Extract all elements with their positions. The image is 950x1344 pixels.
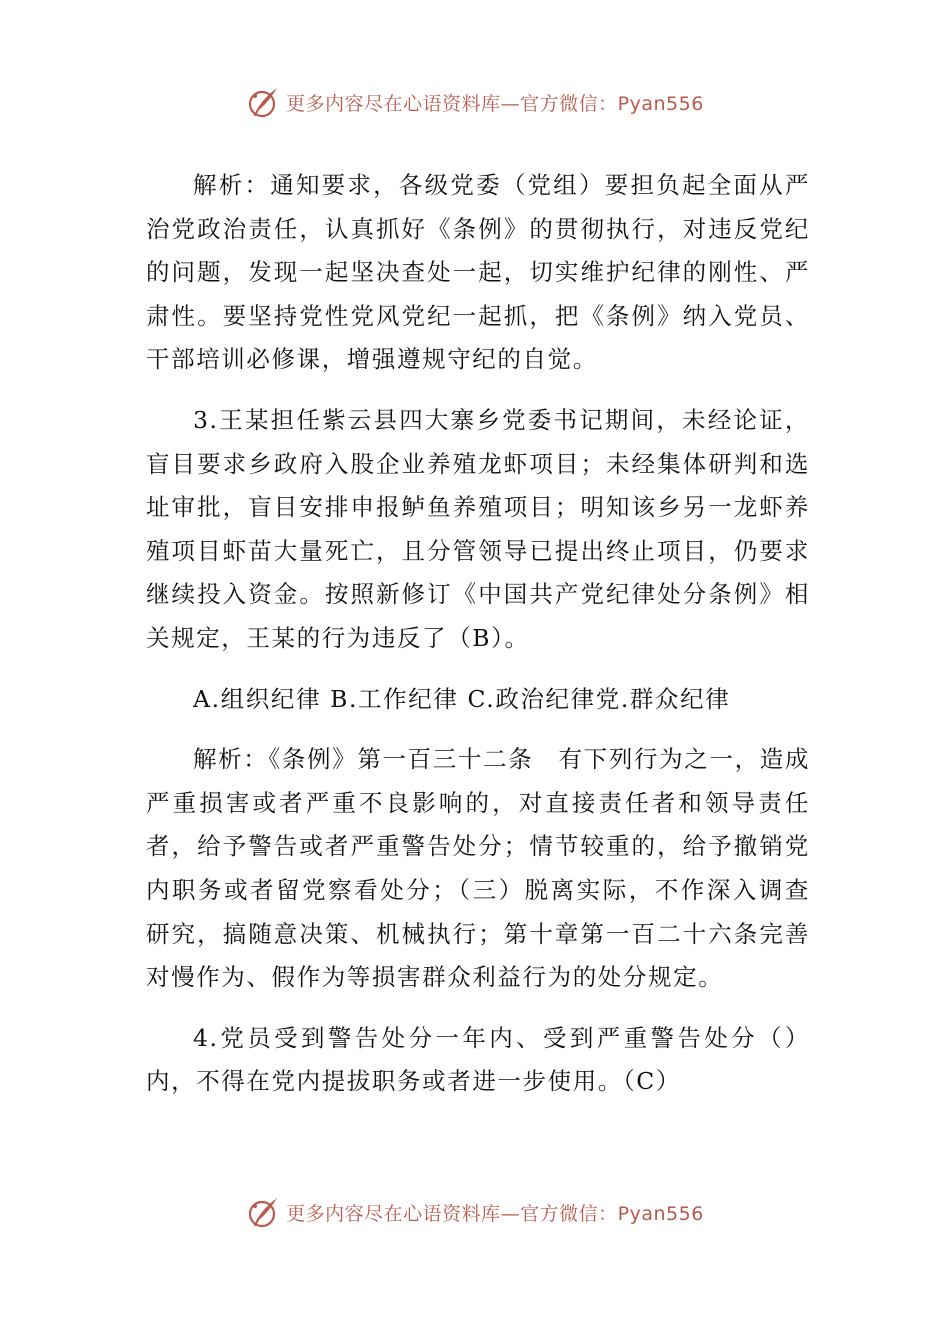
question-3-options: A.组织纪律 B.工作纪律 C.政治纪律党.群众纪律 <box>193 684 731 713</box>
watermark-text: 更多内容尽在心语资料库—官方微信：Pyan556 <box>286 1202 704 1225</box>
quill-pen-circle-icon <box>246 1194 282 1230</box>
question-4: 4.党员受到警告处分一年内、受到严重警告处分（）内，不得在党内提拔职务或者进一步使用。（C） <box>146 1023 810 1096</box>
header-watermark <box>0 82 950 122</box>
document-body <box>146 164 810 1121</box>
watermark-wechat-id: Pyan556 <box>617 1202 704 1225</box>
quill-pen-circle-icon <box>246 84 282 120</box>
watermark-wechat-id: Pyan556 <box>617 92 704 115</box>
question-3: 3.王某担任紫云县四大寨乡党委书记期间，未经论证，盲目要求乡政府入股企业养殖龙虾项目；未经集体研判和选址审批，盲目安排申报鲈鱼养殖项目；明知该乡另一龙虾养殖项目虾苗大量死亡，且分管领导已提出终止项目，仍要求继续投入资金。按照新修订《中国共产党纪律处分条例》相关规定，王某的行为违反了（B）。 <box>146 405 810 652</box>
footer-watermark <box>0 1192 950 1232</box>
analysis-paragraph-2: 解析：《条例》第一百三十二条 有下列行为之一，造成严重损害或者严重不良影响的，对直接责任者和领导责任者，给予警告或者严重警告处分；情节较重的，给予撤销党内职务或者留党察看处分；（三）脱离实际，不作深入调查研究，搞随意决策、机械执行；第十章第一百二十六条完善对慢作为、假作为等损害群众利益行为的处分规定。 <box>146 745 810 992</box>
analysis-paragraph-1: 解析：通知要求，各级党委（党组）要担负起全面从严治党政治责任，认真抓好《条例》的贯彻执行，对违反党纪的问题，发现一起坚决查处一起，切实维护纪律的刚性、严肃性。要坚持党性党风党纪一起抓，把《条例》纳入党员、干部培训必修课，增强遵规守纪的自觉。 <box>146 171 810 374</box>
watermark-text: 更多内容尽在心语资料库—官方微信：Pyan556 <box>286 92 704 115</box>
